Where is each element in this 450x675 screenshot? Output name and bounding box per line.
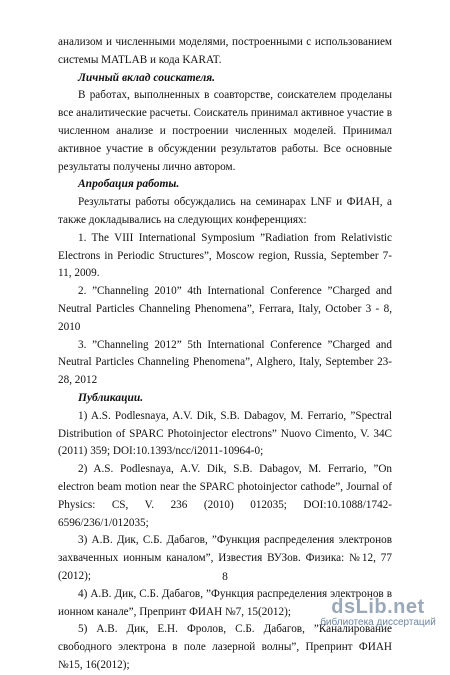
- intro-paragraph: анализом и численными моделями, построенными с использованием системы MATLAB и кода KARAT.: [58, 36, 392, 66]
- page-number: 8: [222, 571, 228, 583]
- approbation-paragraph: Результаты работы обсуждались на семинарах LNF и ФИАН, а также докладывались на следующих конференциях:: [58, 196, 392, 226]
- publication-item: 5) А.В. Дик, Е.Н. Фролов, С.Б. Дабагов, ”Каналирование свободного электрона в поле лазерной волны”, Препринт ФИАН №15, 16(2012);: [58, 623, 392, 671]
- conference-item: 3. ”Channeling 2012” 5th International Conference ”Charged and Neutral Particles Channeling Phenomena”, Alghero, Italy, September 23-28, 2012: [58, 338, 392, 387]
- publication-item: 4) А.В. Дик, С.Б. Дабагов, ”Функция распределения электронов в ионном канале”, Препринт ФИАН №7, 15(2012);: [58, 587, 392, 618]
- approbation-heading: Апробация работы.: [78, 178, 180, 191]
- conference-item: 2. ”Channeling 2010” 4th International Conference ”Charged and Neutral Particles Channeling Phenomena”, Ferrara, Italy, October 3 - 8, 2010: [58, 285, 392, 333]
- publications-heading: Публикации.: [78, 391, 144, 404]
- contribution-heading: Личный вклад соискателя.: [78, 71, 216, 84]
- contribution-paragraph: В работах, выполненных в соавторстве, соискателем проделаны все аналитические расчеты. Соискатель принимал активное участие в численном анализе и построении численных моделей. Принимал активное участие в обсуждении результатов работы. Все основные результаты получены лично автором.: [58, 89, 392, 173]
- publication-item: 1) A.S. Podlesnaya, A.V. Dik, S.B. Dabagov, M. Ferrario, ”Spectral Distribution of SPARC Photoinjector electrons” Nuovo Cimento, V. 34C (2011) 359; DOI:10.1393/ncc/i2011-10964-0;: [58, 409, 392, 458]
- publication-item: 2) A.S. Podlesnaya, A.V. Dik, S.B. Dabagov, M. Ferrario, ”On electron beam motion near the SPARC photoinjector cathode”, Journal of Physics: CS, V. 236 (2010) 012035; DOI:10.1088/1742-6596/236/1/012035;: [58, 463, 392, 529]
- publication-item: 3) А.В. Дик, С.Б. Дабагов, ”Функция распределения электронов захваченных ионным каналом”, Известия ВУЗов. Физика: №12, 77 (2012);: [58, 534, 392, 582]
- watermark-subtitle: библиотека диссертаций: [320, 617, 436, 628]
- watermark-brand: dsLib.net: [331, 596, 425, 618]
- conference-item: 1. The VIII International Symposium ”Radiation from Relativistic Electrons in Periodic Structures”, Moscow region, Russia, September 7-11, 2009.: [58, 231, 392, 280]
- site-watermark[interactable]: [318, 596, 438, 628]
